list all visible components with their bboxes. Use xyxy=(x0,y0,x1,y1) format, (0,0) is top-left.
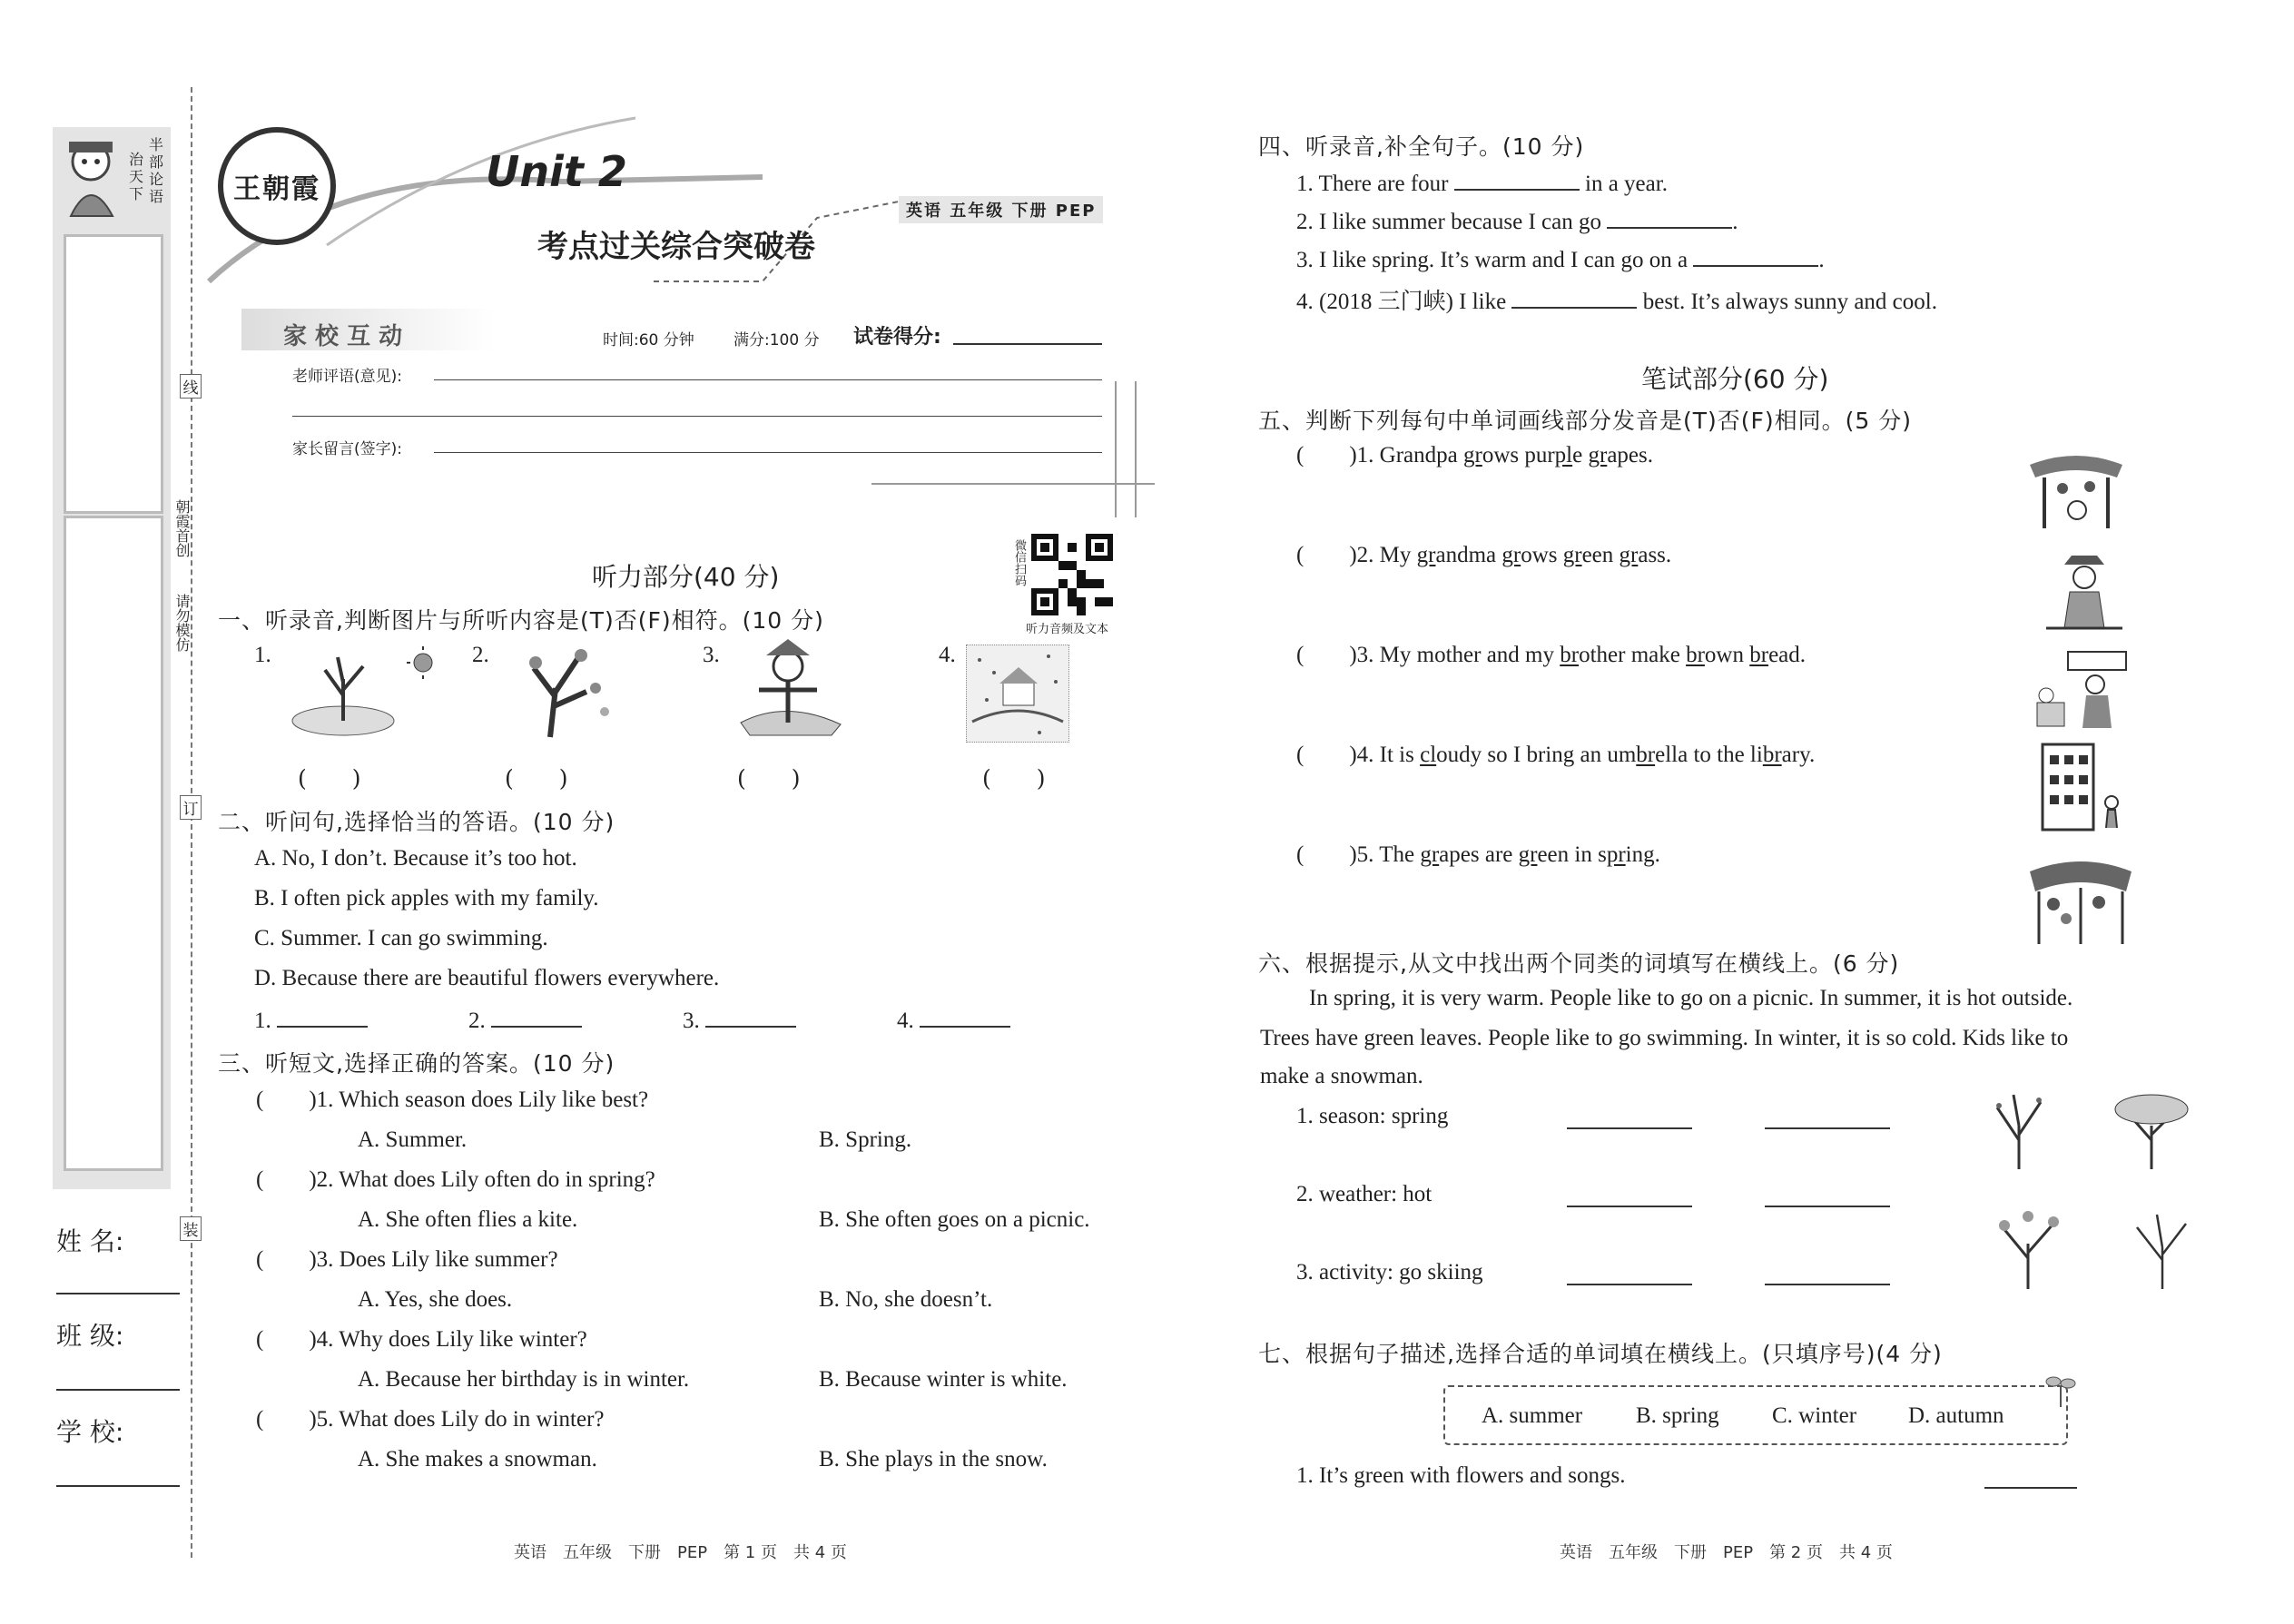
s6-item-1: 1. season: spring xyxy=(1296,1104,1449,1128)
parent-note-label: 家长留言(签字): xyxy=(292,440,402,458)
full-score-info: 满分:100 分 xyxy=(733,331,820,349)
s4-line-1: 1. There are four in a year. xyxy=(1296,169,1668,197)
s5-sentence-text: ows pur xyxy=(1482,443,1555,468)
s3-question-4: ( )4. Why does Lily like winter? xyxy=(256,1327,587,1352)
s2-option-a: A. No, I don’t. Because it’s too hot. xyxy=(254,846,577,871)
s5-underlined-letters: pl xyxy=(1554,443,1573,468)
s5-answer-paren[interactable]: ( ) xyxy=(1296,543,1357,567)
s6-passage-line-3: make a snowman. xyxy=(1260,1064,1423,1088)
s5-answer-paren[interactable]: ( ) xyxy=(1296,643,1357,667)
s5-item-4 xyxy=(1296,743,1815,768)
s5-item-number: 2. xyxy=(1356,543,1380,567)
grape-vine-picture-icon xyxy=(2026,447,2126,537)
cut-mark-zhuang: 装 xyxy=(180,1216,202,1241)
sprout-icon xyxy=(2044,1371,2077,1407)
s3-option-2a[interactable]: A. She often flies a kite. xyxy=(358,1207,578,1232)
s7-option-c[interactable]: C. winter xyxy=(1772,1403,1857,1428)
s1-num-1: 1. xyxy=(254,643,271,667)
mascot-icon xyxy=(56,134,127,221)
bare-tree-picture-icon xyxy=(1983,1089,2055,1171)
section-1-title: 一、听录音,判断图片与所听内容是(T)否(F)相符。(10 分) xyxy=(218,607,824,634)
s1-num-4: 4. xyxy=(939,643,956,667)
s4-blank-3[interactable] xyxy=(1693,245,1818,267)
qr-code-icon[interactable] xyxy=(1031,534,1113,615)
s2-answer-4[interactable]: 4. xyxy=(897,1006,1010,1034)
s5-sentence-text: It is xyxy=(1379,743,1421,767)
teacher-comment-label: 老师评语(意见): xyxy=(292,368,402,386)
vertical-note-original: 朝霞首创 xyxy=(173,499,191,557)
s6-passage-line-2: Trees have green leaves. People like to go swimming. In winter, it is so cold. Kids like to xyxy=(1260,1026,2069,1050)
s7-option-b[interactable]: B. spring xyxy=(1636,1403,1719,1428)
s2-option-d: D. Because there are beautiful flowers everywhere. xyxy=(254,966,720,990)
s2-answer-2[interactable]: 2. xyxy=(468,1006,582,1034)
s5-underlined-letters: gr xyxy=(1588,443,1608,468)
s5-underlined-letters: br xyxy=(1762,743,1782,767)
s5-underlined-letters: pr xyxy=(1606,842,1626,867)
s5-sentence-text: ing. xyxy=(1625,842,1660,867)
s1-answer-3[interactable]: ( ) xyxy=(737,765,801,792)
s5-item-3 xyxy=(1296,643,1806,668)
scarecrow-picture-icon xyxy=(732,635,850,743)
s4-line-3: 3. I like spring. It’s warm and I can go on a . xyxy=(1296,245,1825,273)
s5-sentence-text: other make xyxy=(1579,643,1687,667)
snow-scene-picture-icon xyxy=(966,645,1069,743)
section-2-title: 二、听问句,选择恰当的答语。(10 分) xyxy=(218,809,615,835)
s3-question-3: ( )3. Does Lily like summer? xyxy=(256,1247,558,1272)
s5-sentence-text: ary. xyxy=(1781,743,1816,767)
student-name-field[interactable]: 姓 名: xyxy=(56,1222,180,1294)
s6-blank-1b[interactable] xyxy=(1765,1127,1890,1129)
s4-blank-1[interactable] xyxy=(1454,169,1580,191)
s5-underlined-letters: gr xyxy=(1416,543,1436,567)
decor-double-line xyxy=(1115,381,1137,517)
section-4-title: 四、听录音,补全句子。(10 分) xyxy=(1258,133,1585,160)
s3-option-1b[interactable]: B. Spring. xyxy=(819,1127,912,1152)
winter-tree-picture-icon xyxy=(2121,1207,2202,1291)
margin-panel-lower xyxy=(64,516,163,1171)
student-school-field[interactable]: 学 校: xyxy=(56,1412,180,1485)
s5-underlined-letters: br xyxy=(1636,743,1656,767)
s5-item-number: 3. xyxy=(1356,643,1380,667)
blossom-tree-picture-icon xyxy=(1984,1204,2072,1291)
qr-caption: 听力音频及文本 xyxy=(1026,623,1109,636)
s5-underlined-letters: cl xyxy=(1420,743,1437,767)
s5-sentence-text: oudy so I bring an um xyxy=(1436,743,1637,767)
s6-blank-2b[interactable] xyxy=(1765,1206,1890,1207)
library-building-picture-icon xyxy=(2037,739,2128,833)
s6-blank-3b[interactable] xyxy=(1765,1284,1890,1285)
s5-sentence-text: My mother and my xyxy=(1379,643,1561,667)
student-class-field[interactable]: 班 级: xyxy=(56,1316,180,1389)
section-5-title: 五、判断下列每句中单词画线部分发音是(T)否(F)相同。(5 分) xyxy=(1258,408,1913,434)
s5-sentence-text: My xyxy=(1379,543,1417,567)
s3-question-5: ( )5. What does Lily do in winter? xyxy=(256,1407,605,1432)
s3-option-5a[interactable]: A. She makes a snowman. xyxy=(358,1447,597,1471)
s6-passage-line-1: In spring, it is very warm. People like to go on a picnic. In summer, it is hot outside. xyxy=(1309,986,2073,1010)
s3-option-5b[interactable]: B. She plays in the snow. xyxy=(819,1447,1048,1471)
score-field[interactable] xyxy=(953,343,1102,345)
footer-right: 英语 五年级 下册 PEP 第 2 页 共 4 页 xyxy=(1560,1543,1893,1562)
footer-left: 英语 五年级 下册 PEP 第 1 页 共 4 页 xyxy=(514,1543,847,1562)
s7-option-a[interactable]: A. summer xyxy=(1482,1403,1583,1428)
s5-underlined-letters: gr xyxy=(1619,543,1639,567)
paper-tags: 英语 五年级 下册 PEP xyxy=(899,196,1103,223)
s4-blank-4[interactable] xyxy=(1511,287,1637,309)
margin-panel-upper xyxy=(64,234,163,514)
s5-item-number: 5. xyxy=(1356,842,1380,867)
section-7-title: 七、根据句子描述,选择合适的单词填在横线上。(只填序号)(4 分) xyxy=(1258,1341,1943,1367)
s4-blank-2[interactable] xyxy=(1607,207,1732,229)
s3-option-2b[interactable]: B. She often goes on a picnic. xyxy=(819,1207,1090,1232)
unit-title: Unit 2 xyxy=(486,147,627,196)
qr-side-text: 微信扫码 xyxy=(1012,539,1026,586)
teacher-comment-field[interactable] xyxy=(434,379,1102,380)
s6-blank-1a[interactable] xyxy=(1567,1127,1692,1129)
s5-sentence-text: e xyxy=(1572,443,1589,468)
parent-note-field[interactable] xyxy=(434,452,1102,453)
s5-underlined-letters: gr xyxy=(1562,543,1582,567)
s1-num-3: 3. xyxy=(703,643,720,667)
s3-question-1: ( )1. Which season does Lily like best? xyxy=(256,1088,649,1112)
s5-answer-paren[interactable]: ( ) xyxy=(1296,443,1357,468)
s5-underlined-letters: gr xyxy=(1501,543,1521,567)
s3-option-3a[interactable]: A. Yes, she does. xyxy=(358,1287,513,1312)
s2-option-b: B. I often pick apples with my family. xyxy=(254,886,599,910)
grapes-picture-icon xyxy=(2026,855,2135,948)
s5-sentence-text: een xyxy=(1581,543,1620,567)
s5-underlined-letters: gr xyxy=(1518,842,1538,867)
home-school-label: 家 校 互 动 xyxy=(283,323,403,350)
s5-item-1 xyxy=(1296,443,1653,468)
s5-underlined-letters: br xyxy=(1560,643,1580,667)
s5-underlined-letters: gr xyxy=(1420,842,1440,867)
s5-answer-paren[interactable]: ( ) xyxy=(1296,743,1357,767)
s6-item-3: 3. activity: go skiing xyxy=(1296,1260,1483,1284)
listening-title: 听力部分(40 分) xyxy=(592,562,780,592)
grandma-picture-icon xyxy=(2046,552,2122,632)
decor-hline xyxy=(871,483,1155,485)
s3-option-4a[interactable]: A. Because her birthday is in winter. xyxy=(358,1367,690,1392)
s3-option-3b[interactable]: B. No, she doesn’t. xyxy=(819,1287,993,1312)
s5-sentence-text: own xyxy=(1704,643,1750,667)
s5-sentence-text: andma xyxy=(1435,543,1502,567)
autumn-tree-picture-icon xyxy=(514,643,623,741)
s5-item-number: 1. xyxy=(1356,443,1380,468)
s5-sentence-text: apes are xyxy=(1439,842,1519,867)
s5-underlined-letters: br xyxy=(1749,643,1769,667)
s7-option-d[interactable]: D. autumn xyxy=(1908,1403,2004,1428)
section-6-title: 六、根据提示,从文中找出两个同类的词填写在横线上。(6 分) xyxy=(1258,950,1900,977)
logo-seal: 王朝霞 xyxy=(218,127,336,245)
s3-option-1a[interactable]: A. Summer. xyxy=(358,1127,468,1152)
section-3-title: 三、听短文,选择正确的答案。(10 分) xyxy=(218,1050,615,1077)
s2-answer-3[interactable]: 3. xyxy=(683,1006,796,1034)
s5-sentence-text: ows xyxy=(1521,543,1563,567)
s1-num-2: 2. xyxy=(472,643,489,667)
s1-answer-2[interactable]: ( ) xyxy=(505,765,568,792)
s4-line-2: 2. I like summer because I can go . xyxy=(1296,207,1738,235)
score-label: 试卷得分: xyxy=(853,326,941,349)
writing-title: 笔试部分(60 分) xyxy=(1641,364,1829,394)
tree-sun-picture-icon xyxy=(289,643,434,741)
s7-question-1: 1. It’s green with flowers and songs. xyxy=(1296,1463,1626,1488)
s5-underlined-letters: br xyxy=(1686,643,1705,667)
s2-option-c: C. Summer. I can go swimming. xyxy=(254,926,548,950)
s2-answer-1[interactable]: 1. xyxy=(254,1006,368,1034)
s5-sentence-text: The xyxy=(1379,842,1421,867)
s7-blank-1[interactable] xyxy=(1984,1487,2077,1489)
s5-sentence-text: Grandpa xyxy=(1379,443,1463,468)
vertical-note-copy: 请勿模仿 xyxy=(173,594,191,652)
cut-mark-ding: 订 xyxy=(180,795,202,820)
teacher-comment-line2[interactable] xyxy=(292,416,1102,417)
s6-item-2: 2. weather: hot xyxy=(1296,1182,1433,1206)
s5-sentence-text: ead. xyxy=(1768,643,1807,667)
s1-answer-1[interactable]: ( ) xyxy=(298,765,361,792)
s1-answer-4[interactable]: ( ) xyxy=(982,765,1046,792)
s5-sentence-text: ella to the li xyxy=(1655,743,1763,767)
s5-item-2 xyxy=(1296,543,1671,568)
brand-words: 半 部 论 语 治 天 下 xyxy=(129,136,164,205)
s5-sentence-text: een in s xyxy=(1537,842,1607,867)
s3-option-4b[interactable]: B. Because winter is white. xyxy=(819,1367,1068,1392)
s5-underlined-letters: gr xyxy=(1462,443,1482,468)
s3-question-2: ( )2. What does Lily often do in spring? xyxy=(256,1167,655,1192)
s5-sentence-text: ass. xyxy=(1638,543,1672,567)
s4-line-4: 4. (2018 三门峡) I like best. It’s always sunny and cool. xyxy=(1296,283,1937,316)
baking-picture-icon xyxy=(2032,645,2130,732)
cut-line xyxy=(191,87,192,1558)
s5-item-5 xyxy=(1296,842,1660,868)
s5-answer-paren[interactable]: ( ) xyxy=(1296,842,1357,867)
s6-blank-3a[interactable] xyxy=(1567,1284,1692,1285)
s5-sentence-text: apes. xyxy=(1607,443,1653,468)
s5-item-number: 4. xyxy=(1356,743,1380,767)
leafy-tree-picture-icon xyxy=(2106,1089,2197,1171)
s6-blank-2a[interactable] xyxy=(1567,1206,1692,1207)
time-info: 时间:60 分钟 xyxy=(603,331,694,349)
paper-subtitle: 考点过关综合突破卷 xyxy=(537,229,815,265)
cut-mark-xian: 线 xyxy=(180,374,202,399)
